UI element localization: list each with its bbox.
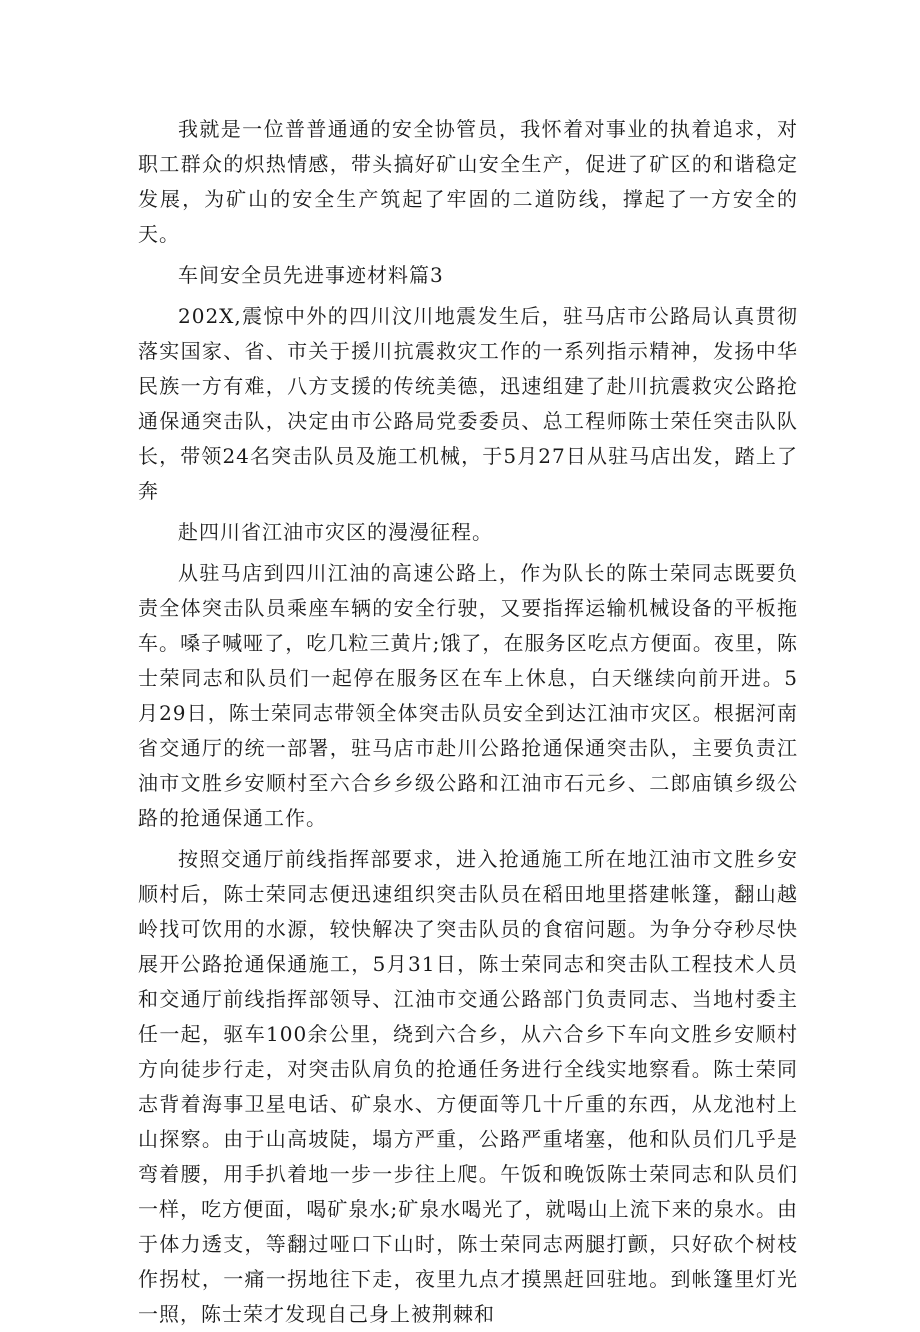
paragraph-highway-journey: 从驻马店到四川江油的高速公路上，作为队长的陈士荣同志既要负责全体突击队员乘座车辆的安全行驶，又要指挥运输机械设备的平板拖车。嗓子喊哑了，吃几粒三黄片;饿了，在服务区吃点方便面。夜里，陈士荣同志和队员们一起停在服务区在车上休息，白天继续向前开进。5月29日，陈士荣同志带领全体突击队员安全到达江油市灾区。根据河南省交通厅的统一部署，驻马店市赴川公路抢通保通突击队，主要负责江油市文胜乡安顺村至六合乡乡级公路和江油市石元乡、二郎庙镇乡级公路的抢通保通工作。 <box>138 561 798 830</box>
paragraph-earthquake-response: 202X,震惊中外的四川汶川地震发生后，驻马店市公路局认真贯彻落实国家、省、市关于援川抗震救灾工作的一系列指示精神，发扬中华民族一方有难，八方支援的传统美德，迅速组建了赴川抗震救灾公路抢通保通突击队，决定由市公路局党委委员、总工程师陈士荣任突击队队长，带领24名突击队员及施工机械，于5月27日从驻马店出发，踏上了奔 <box>138 304 798 503</box>
paragraph-field-survey: 按照交通厅前线指挥部要求，进入抢通施工所在地江油市文胜乡安顺村后，陈士荣同志便迅速组织突击队员在稻田地里搭建帐篷，翻山越岭找可饮用的水源，较快解决了突击队员的食宿问题。为争分夺秒尽快展开公路抢通保通施工，5月31日，陈士荣同志和突击队工程技术人员和交通厅前线指挥部领导、江油市交通公路部门负责同志、当地村委主任一起，驱车100余公里，绕到六合乡，从六合乡下车向文胜乡安顺村方向徒步行走，对突击队肩负的抢通任务进行全线实地察看。陈士荣同志背着海事卫星电话、矿泉水、方便面等几十斤重的东西，从龙池村上山探察。由于山高坡陡，塌方严重，公路严重堵塞，他和队员们几乎是弯着腰，用手扒着地一步一步往上爬。午饭和晚饭陈士荣同志和队员们一样，吃方便面，喝矿泉水;矿泉水喝光了，就喝山上流下来的泉水。由于体力透支，等翻过哑口下山时，陈士荣同志两腿打颤，只好砍个树枝作拐杖，一痛一拐地往下走，夜里九点才摸黑赶回驻地。到帐篷里灯光一照，陈士荣才发现自己身上被荆棘和 <box>138 847 798 1326</box>
document-body <box>138 112 798 1332</box>
section-heading: 车间安全员先进事迹材料篇3 <box>178 263 444 287</box>
paragraph-continuation: 赴四川省江油市灾区的漫漫征程。 <box>178 520 493 544</box>
paragraph-safety-coordinator: 我就是一位普普通通的安全协管员，我怀着对事业的执着追求，对职工群众的炽热情感，带头搞好矿山安全生产，促进了矿区的和谐稳定发展，为矿山的安全生产筑起了牢固的二道防线，撑起了一方安全的天。 <box>138 117 798 246</box>
